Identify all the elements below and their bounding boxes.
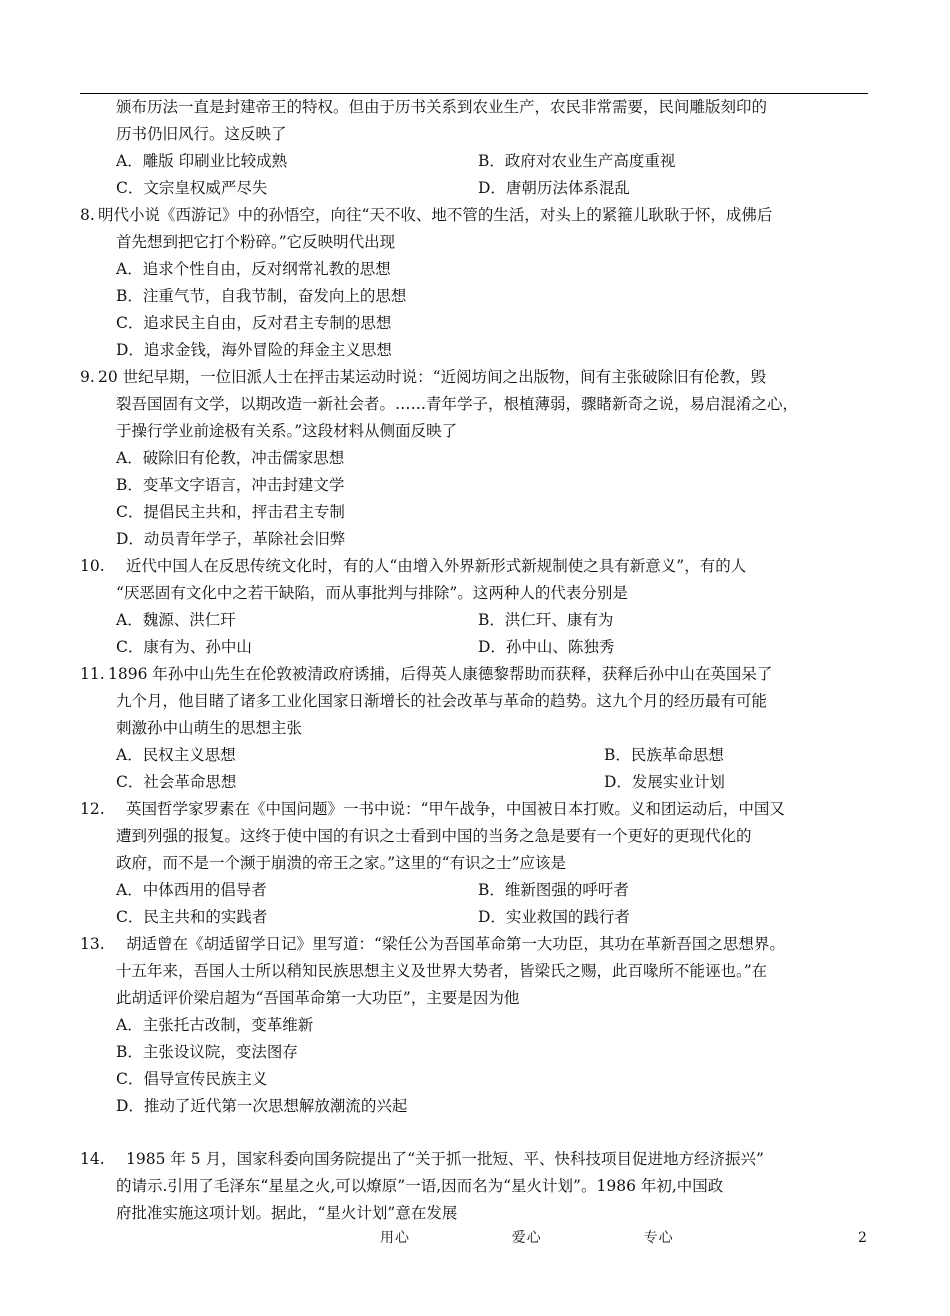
question-stem-line: 历书仍旧风行。这反映了 [116, 125, 287, 143]
question-stem-line: 政府，而不是一个濒于崩溃的帝王之家。”这里的“有识之士”应该是 [116, 854, 567, 872]
option-d: D．实业救国的践行者 [478, 908, 630, 926]
question-12 [80, 796, 870, 931]
option-a: A．魏源、洪仁玕 [116, 611, 236, 629]
option-c: C．倡导宣传民族主义 [116, 1070, 268, 1088]
question-number: 14. [80, 1150, 105, 1168]
question-stem-line: 近代中国人在反思传统文化时，有的人“由增入外界新形式新规制使之具有新意义”，有的人 [116, 557, 747, 575]
question-stem-line: “厌恶固有文化中之若干缺陷，而从事批判与排除”。这两种人的代表分别是 [116, 584, 628, 602]
option-c: C．提倡民主共和，抨击君主专制 [116, 503, 345, 521]
question-stem-line: 颁布历法一直是封建帝王的特权。但由于历书关系到农业生产，农民非常需要，民间雕版刻印的 [116, 98, 768, 116]
option-d: D．推动了近代第一次思想解放潮流的兴起 [116, 1097, 408, 1115]
option-b: B．民族革命思想 [604, 746, 724, 764]
question-stem-line: 十五年来，吾国人士所以稍知民族思想主义及世界大势者，皆梁氏之赐，此百喙所不能诬也。”在 [116, 962, 768, 980]
question-10 [80, 553, 870, 661]
option-a: A．破除旧有伦教，冲击儒家思想 [116, 449, 345, 467]
option-b: B．政府对农业生产高度重视 [478, 152, 676, 170]
option-d: D．追求金钱，海外冒险的拜金主义思想 [116, 341, 392, 359]
option-row [80, 634, 870, 661]
option-row [80, 742, 870, 769]
option-a: A．主张托古改制，变革维新 [116, 1016, 314, 1034]
question-stem-line: 胡适曾在《胡适留学日记》里写道：“梁任公为吾国革命第一大功臣，其功在革新吾国之思想界。 [126, 935, 785, 953]
question-stem-line: 1896 年孙中山先生在伦敦被清政府诱捕，后得英人康德黎帮助而获释，获释后孙中山在英国呆了 [108, 665, 773, 683]
spacer [80, 1120, 870, 1146]
question-stem-line: 的请示.引用了毛泽东“星星之火,可以燎原”一语,因而名为“星火计划”。1986 年初,中国政 [116, 1177, 724, 1195]
question-8 [80, 202, 870, 364]
option-c: C．社会革命思想 [116, 773, 237, 791]
question-9 [80, 364, 870, 553]
question-stem-line: 1985 年 5 月，国家科委向国务院提出了“关于抓一批短、平、快科技项目促进地方经济振兴” [126, 1150, 764, 1168]
footer-motto: 用心 爱心 专心 [380, 1230, 674, 1246]
question-number: 10. [80, 557, 105, 575]
option-row [80, 769, 870, 796]
question-stem-line: 此胡适评价梁启超为“吾国革命第一大功臣”，主要是因为他 [116, 989, 520, 1007]
option-row [80, 148, 870, 175]
page-number: 2 [858, 1230, 867, 1246]
question-stem-line: 府批准实施这项计划。据此，“星火计划”意在发展 [116, 1204, 458, 1222]
option-d: D．动员青年学子，革除社会旧弊 [116, 530, 346, 548]
option-d: D．唐朝历法体系混乱 [478, 179, 630, 197]
question-stem-line: 20 世纪早期，一位旧派人士在抨击某运动时说：“近阅坊间之出版物，间有主张破除旧有伦教，毁 [98, 368, 767, 386]
option-b: B．注重气节，自我节制，奋发向上的思想 [116, 287, 407, 305]
question-stem-line: 于操行学业前途极有关系。”这段材料从侧面反映了 [116, 422, 458, 440]
question-stem-line: 裂吾国固有文学，以期改造一新社会者。……青年学子，根植薄弱，骤睹新奇之说，易启混淆之心， [116, 395, 799, 413]
option-c: C．康有为、孙中山 [116, 638, 252, 656]
option-c: C．民主共和的实践者 [116, 908, 268, 926]
page-footer [0, 1225, 950, 1249]
question-stem-line: 九个月，他目睹了诸多工业化国家日渐增长的社会改革与革命的趋势。这九个月的经历最有可能 [116, 692, 768, 710]
option-d: D．发展实业计划 [604, 773, 725, 791]
question-11 [80, 661, 870, 796]
question-7-continued [80, 94, 870, 202]
question-stem-line: 首先想到把它打个粉碎。”它反映明代出现 [116, 233, 396, 251]
option-a: A．中体西用的倡导者 [116, 881, 267, 899]
option-b: B．变革文字语言，冲击封建文学 [116, 476, 345, 494]
option-b: B．主张设议院，变法图存 [116, 1043, 298, 1061]
question-number: 9. [80, 368, 95, 386]
option-b: B．洪仁玕、康有为 [478, 611, 614, 629]
option-row [80, 175, 870, 202]
question-stem-line: 遭到列强的报复。这终于使中国的有识之士看到中国的当务之急是要有一个更好的更现代化的 [116, 827, 752, 845]
question-number: 12. [80, 800, 105, 818]
option-c: C．追求民主自由，反对君主专制的思想 [116, 314, 392, 332]
question-number: 8. [80, 206, 95, 224]
question-stem-line: 英国哲学家罗素在《中国问题》一书中说：“甲午战争，中国被日本打败。义和团运动后，中国又 [126, 800, 785, 818]
option-c: C．文宗皇权威严尽失 [116, 179, 268, 197]
question-stem-line: 刺激孙中山萌生的思想主张 [116, 719, 303, 737]
option-row [80, 904, 870, 931]
question-14 [80, 1146, 870, 1227]
option-a: A．民权主义思想 [116, 746, 236, 764]
question-stem-line: 明代小说《西游记》中的孙悟空，向往“天不收、地不管的生活，对头上的紧箍儿耿耿于怀，成佛后 [98, 206, 773, 224]
option-row [80, 607, 870, 634]
option-d: D．孙中山、陈独秀 [478, 638, 615, 656]
question-list [80, 94, 870, 1227]
option-a: A．雕版 印刷业比较成熟 [116, 152, 288, 170]
question-13 [80, 931, 870, 1120]
option-a: A．追求个性自由，反对纲常礼教的思想 [116, 260, 391, 278]
option-b: B．维新图强的呼吁者 [478, 881, 629, 899]
question-number: 13. [80, 935, 105, 953]
option-row [80, 877, 870, 904]
question-number: 11. [80, 665, 105, 683]
